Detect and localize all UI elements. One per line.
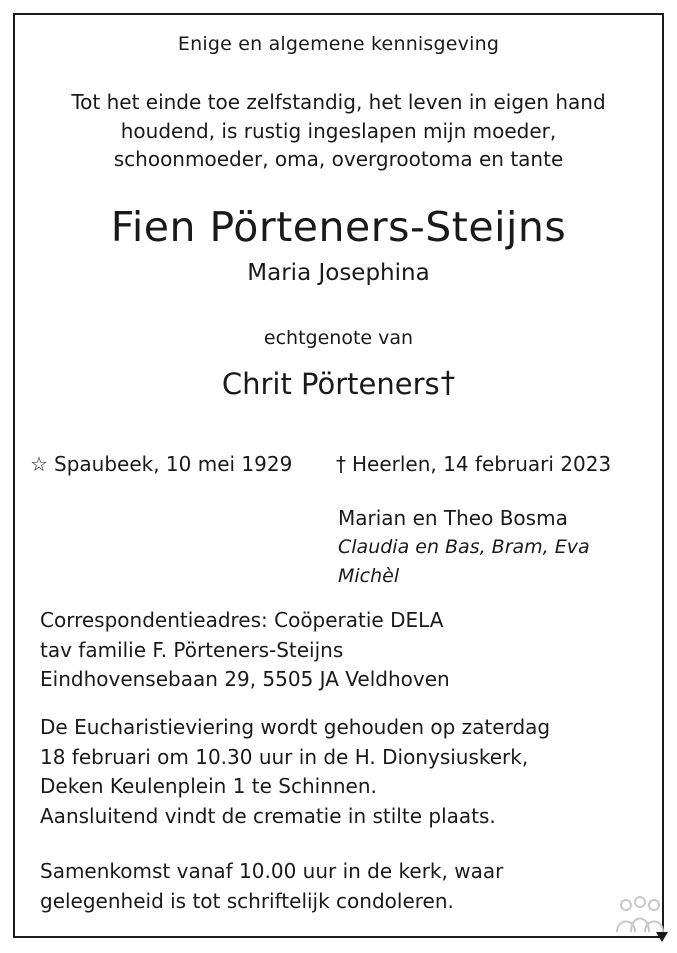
intro-line: Tot het einde toe zelfstandig, het leven in eigen hand (71, 90, 606, 114)
family-block (338, 504, 590, 591)
correspondence-line: Eindhovensebaan 29, 5505 JA Veldhoven (40, 667, 450, 691)
gathering-block (40, 857, 503, 916)
family-line: Marian en Theo Bosma (338, 506, 568, 530)
cross-icon: † (440, 365, 456, 399)
spouse-name: Chrit Pörteners (221, 367, 440, 401)
star-icon: ☆ (30, 452, 48, 476)
death-line (336, 452, 611, 476)
family-line: Claudia en Bas, Bram, Eva (338, 536, 590, 558)
death-date-place: Heerlen, 14 februari 2023 (352, 452, 612, 476)
intro-text (0, 88, 677, 174)
triangle-down-icon (656, 932, 668, 942)
correspondence-block (40, 606, 450, 695)
correspondence-line: Correspondentieadres: Coöperatie DELA (40, 608, 444, 632)
gathering-line: Samenkomst vanaf 10.00 uur in de kerk, waar (40, 859, 504, 883)
notice-heading: Enige en algemene kennisgeving (177, 33, 500, 55)
intro-line: houdend, is rustig ingeslapen mijn moeder, (120, 118, 557, 143)
given-names: Maria Josephina (247, 260, 430, 286)
spouse-label: echtgenote van (263, 327, 414, 349)
ceremony-line: Aansluitend vindt de crematie in stilte plaats. (40, 803, 496, 828)
deceased-name: Fien Pörteners-Steijns (110, 203, 567, 251)
gathering-line: gelegenheid is tot schriftelijk condoleren. (40, 888, 454, 913)
correspondence-line: tav familie F. Pörteners-Steijns (40, 637, 344, 662)
ceremony-line: Deken Keulenplein 1 te Schinnen. (40, 774, 377, 798)
spouse-line (0, 367, 677, 401)
cross-icon: † (336, 452, 346, 476)
ceremony-block (40, 713, 550, 831)
ceremony-line: 18 februari om 10.30 uur in de H. Dionysiuskerk, (40, 744, 529, 769)
people-group-icon[interactable] (612, 894, 668, 944)
family-line: Michèl (338, 565, 400, 587)
intro-line: schoonmoeder, oma, overgrootoma en tante (113, 147, 564, 171)
birth-date-place: Spaubeek, 10 mei 1929 (54, 452, 293, 476)
ceremony-line: De Eucharistieviering wordt gehouden op zaterdag (40, 715, 551, 739)
birth-line (30, 452, 292, 476)
